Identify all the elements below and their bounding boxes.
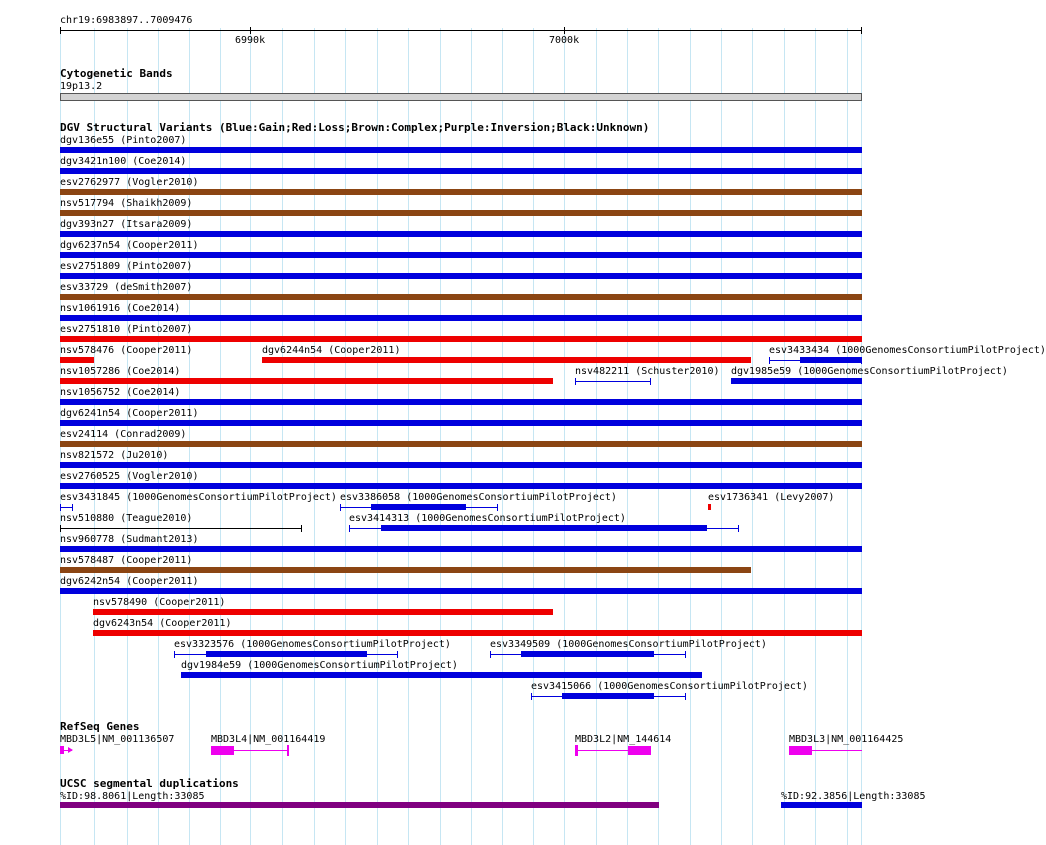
- ruler-tick-label-6990k: 6990k: [235, 35, 266, 46]
- gene-label-mbd3l3[interactable]: MBD3L3|NM_001164425: [789, 734, 904, 745]
- variant-bar-nsv517794[interactable]: [60, 210, 862, 216]
- variant-label-nsv821572[interactable]: nsv821572 (Ju2010): [60, 450, 169, 461]
- ruler-tick-end: [861, 27, 862, 34]
- gene-label-mbd3l5[interactable]: MBD3L5|NM_001136507: [60, 734, 175, 745]
- variant-span-end: [738, 525, 739, 532]
- dgv-track-title[interactable]: DGV Structural Variants (Blue:Gain;Red:Loss;Brown:Complex;Purple:Inversion;Black:Unknown): [60, 121, 650, 134]
- variant-label-nsv1056752[interactable]: nsv1056752 (Coe2014): [60, 387, 181, 398]
- variant-bar-nsv821572[interactable]: [60, 462, 862, 468]
- gene-intron-mbd3l3[interactable]: [812, 750, 862, 751]
- variant-block-esv3349509[interactable]: [521, 651, 654, 657]
- ruler-tick-start: [60, 27, 61, 34]
- variant-span-end: [72, 504, 73, 511]
- variant-bar-nsv578487[interactable]: [60, 567, 751, 573]
- variant-block-esv3386058[interactable]: [371, 504, 466, 510]
- variant-span-end: [340, 504, 341, 511]
- variant-bar-esv2760525[interactable]: [60, 483, 862, 489]
- variant-block-esv3414313[interactable]: [381, 525, 707, 531]
- variant-bar-dgv6237n54[interactable]: [60, 252, 862, 258]
- variant-span-nsv482211[interactable]: [575, 381, 651, 382]
- ruler-tick-6990k: [250, 27, 251, 34]
- variant-label-dgv6244n54[interactable]: dgv6244n54 (Cooper2011): [262, 345, 401, 356]
- variant-block-esv3433434[interactable]: [800, 357, 862, 363]
- variant-span-end: [497, 504, 498, 511]
- variant-label-nsv1061916[interactable]: nsv1061916 (Coe2014): [60, 303, 181, 314]
- variant-label-esv2751809[interactable]: esv2751809 (Pinto2007): [60, 261, 193, 272]
- variant-span-nsv510880[interactable]: [60, 528, 302, 529]
- segdup-label-1[interactable]: %ID:98.8061|Length:33085: [60, 791, 205, 802]
- variant-label-esv3415066[interactable]: esv3415066 (1000GenomesConsortiumPilotProject): [531, 681, 808, 692]
- segdup-bar-1[interactable]: [60, 802, 659, 808]
- variant-span-end: [685, 693, 686, 700]
- variant-bar-dgv6243n54[interactable]: [93, 630, 862, 636]
- cytoband-label: 19p13.2: [60, 81, 103, 92]
- variant-label-nsv1057286[interactable]: nsv1057286 (Coe2014): [60, 366, 181, 377]
- variant-bar-esv33729[interactable]: [60, 294, 862, 300]
- variant-label-esv3386058[interactable]: esv3386058 (1000GenomesConsortiumPilotProject): [340, 492, 617, 503]
- variant-span-end: [60, 525, 61, 532]
- gene-exon-mbd3l2[interactable]: [628, 746, 651, 755]
- ruler-tick-7000k: [564, 27, 565, 34]
- cytoband-bar[interactable]: [60, 93, 862, 101]
- variant-label-esv3323576[interactable]: esv3323576 (1000GenomesConsortiumPilotProject): [174, 639, 451, 650]
- variant-bar-nsv1057286[interactable]: [60, 378, 553, 384]
- gene-label-mbd3l2[interactable]: MBD3L2|NM_144614: [575, 734, 672, 745]
- variant-label-nsv510880[interactable]: nsv510880 (Teague2010): [60, 513, 193, 524]
- variant-label-dgv393n27[interactable]: dgv393n27 (Itsara2009): [60, 219, 193, 230]
- gene-label-mbd3l4[interactable]: MBD3L4|NM_001164419: [211, 734, 326, 745]
- variant-label-esv3414313[interactable]: esv3414313 (1000GenomesConsortiumPilotProject): [349, 513, 626, 524]
- segdup-bar-2[interactable]: [781, 802, 862, 808]
- variant-span-end: [397, 651, 398, 658]
- variant-block-esv3323576[interactable]: [206, 651, 367, 657]
- gene-intron-mbd3l2[interactable]: [578, 750, 628, 751]
- variant-bar-esv2751810[interactable]: [60, 336, 862, 342]
- variant-label-nsv482211[interactable]: nsv482211 (Schuster2010): [575, 366, 720, 377]
- variant-label-nsv578476[interactable]: nsv578476 (Cooper2011): [60, 345, 193, 356]
- variant-block-esv3415066[interactable]: [562, 693, 654, 699]
- variant-label-nsv517794[interactable]: nsv517794 (Shaikh2009): [60, 198, 193, 209]
- variant-bar-dgv6242n54[interactable]: [60, 588, 862, 594]
- variant-span-end: [349, 525, 350, 532]
- variant-span-end: [301, 525, 302, 532]
- variant-span-end: [531, 693, 532, 700]
- variant-label-dgv6242n54[interactable]: dgv6242n54 (Cooper2011): [60, 576, 199, 587]
- segdup-label-2[interactable]: %ID:92.3856|Length:33085: [781, 791, 926, 802]
- variant-label-esv1736341[interactable]: esv1736341 (Levy2007): [708, 492, 835, 503]
- variant-label-dgv6237n54[interactable]: dgv6237n54 (Cooper2011): [60, 240, 199, 251]
- variant-label-dgv6241n54[interactable]: dgv6241n54 (Cooper2011): [60, 408, 199, 419]
- variant-span-end: [60, 504, 61, 511]
- gene-intron-mbd3l4[interactable]: [234, 750, 288, 751]
- refseq-track-title[interactable]: RefSeq Genes: [60, 720, 140, 733]
- ruler-tick-label-7000k: 7000k: [549, 35, 580, 46]
- variant-label-esv33729[interactable]: esv33729 (deSmith2007): [60, 282, 193, 293]
- variant-bar-dgv3421n100[interactable]: [60, 168, 862, 174]
- variant-bar-nsv578476[interactable]: [60, 357, 94, 363]
- variant-label-dgv1984e59[interactable]: dgv1984e59 (1000GenomesConsortiumPilotProject): [181, 660, 458, 671]
- variant-bar-esv2751809[interactable]: [60, 273, 862, 279]
- variant-bar-dgv6244n54[interactable]: [262, 357, 751, 363]
- variant-label-nsv960778[interactable]: nsv960778 (Sudmant2013): [60, 534, 199, 545]
- variant-label-dgv136e55[interactable]: dgv136e55 (Pinto2007): [60, 135, 187, 146]
- position-label: chr19:6983897..7009476: [60, 15, 193, 26]
- variant-label-esv3431845[interactable]: esv3431845 (1000GenomesConsortiumPilotProject): [60, 492, 337, 503]
- cytoband-track-title[interactable]: Cytogenetic Bands: [60, 67, 173, 80]
- variant-label-esv3349509[interactable]: esv3349509 (1000GenomesConsortiumPilotProject): [490, 639, 767, 650]
- gene-exon-mbd3l4-end[interactable]: [287, 745, 289, 756]
- variant-label-esv2760525[interactable]: esv2760525 (Vogler2010): [60, 471, 199, 482]
- variant-label-dgv3421n100[interactable]: dgv3421n100 (Coe2014): [60, 156, 187, 167]
- ruler-axis: [60, 30, 862, 31]
- variant-label-nsv578490[interactable]: nsv578490 (Cooper2011): [93, 597, 226, 608]
- variant-bar-dgv136e55[interactable]: [60, 147, 862, 153]
- variant-bar-dgv393n27[interactable]: [60, 231, 862, 237]
- variant-label-dgv1985e59[interactable]: dgv1985e59 (1000GenomesConsortiumPilotProject): [731, 366, 1008, 377]
- variant-bar-dgv1985e59[interactable]: [731, 378, 862, 384]
- variant-bar-esv24114[interactable]: [60, 441, 862, 447]
- variant-label-esv2762977[interactable]: esv2762977 (Vogler2010): [60, 177, 199, 188]
- variant-span-end: [650, 378, 651, 385]
- variant-bar-nsv960778[interactable]: [60, 546, 862, 552]
- variant-bar-nsv1061916[interactable]: [60, 315, 862, 321]
- variant-bar-esv1736341[interactable]: [708, 504, 711, 510]
- variant-span-end: [685, 651, 686, 658]
- variant-label-nsv578487[interactable]: nsv578487 (Cooper2011): [60, 555, 193, 566]
- gene-exon-mbd3l3[interactable]: [789, 746, 812, 755]
- variant-label-esv3433434[interactable]: esv3433434 (1000GenomesConsortiumPilotProject): [769, 345, 1046, 356]
- variant-label-dgv6243n54[interactable]: dgv6243n54 (Cooper2011): [93, 618, 232, 629]
- variant-bar-nsv578490[interactable]: [93, 609, 553, 615]
- variant-span-end: [174, 651, 175, 658]
- segdup-track-title[interactable]: UCSC segmental duplications: [60, 777, 239, 790]
- variant-label-esv2751810[interactable]: esv2751810 (Pinto2007): [60, 324, 193, 335]
- gene-exon-mbd3l4[interactable]: [211, 746, 234, 755]
- strand-arrow-icon: [68, 747, 73, 753]
- variant-bar-nsv1056752[interactable]: [60, 399, 862, 405]
- variant-span-end: [575, 378, 576, 385]
- variant-label-esv24114[interactable]: esv24114 (Conrad2009): [60, 429, 187, 440]
- variant-bar-esv2762977[interactable]: [60, 189, 862, 195]
- variant-bar-dgv1984e59[interactable]: [181, 672, 702, 678]
- variant-span-end: [490, 651, 491, 658]
- variant-bar-dgv6241n54[interactable]: [60, 420, 862, 426]
- variant-span-end: [769, 357, 770, 364]
